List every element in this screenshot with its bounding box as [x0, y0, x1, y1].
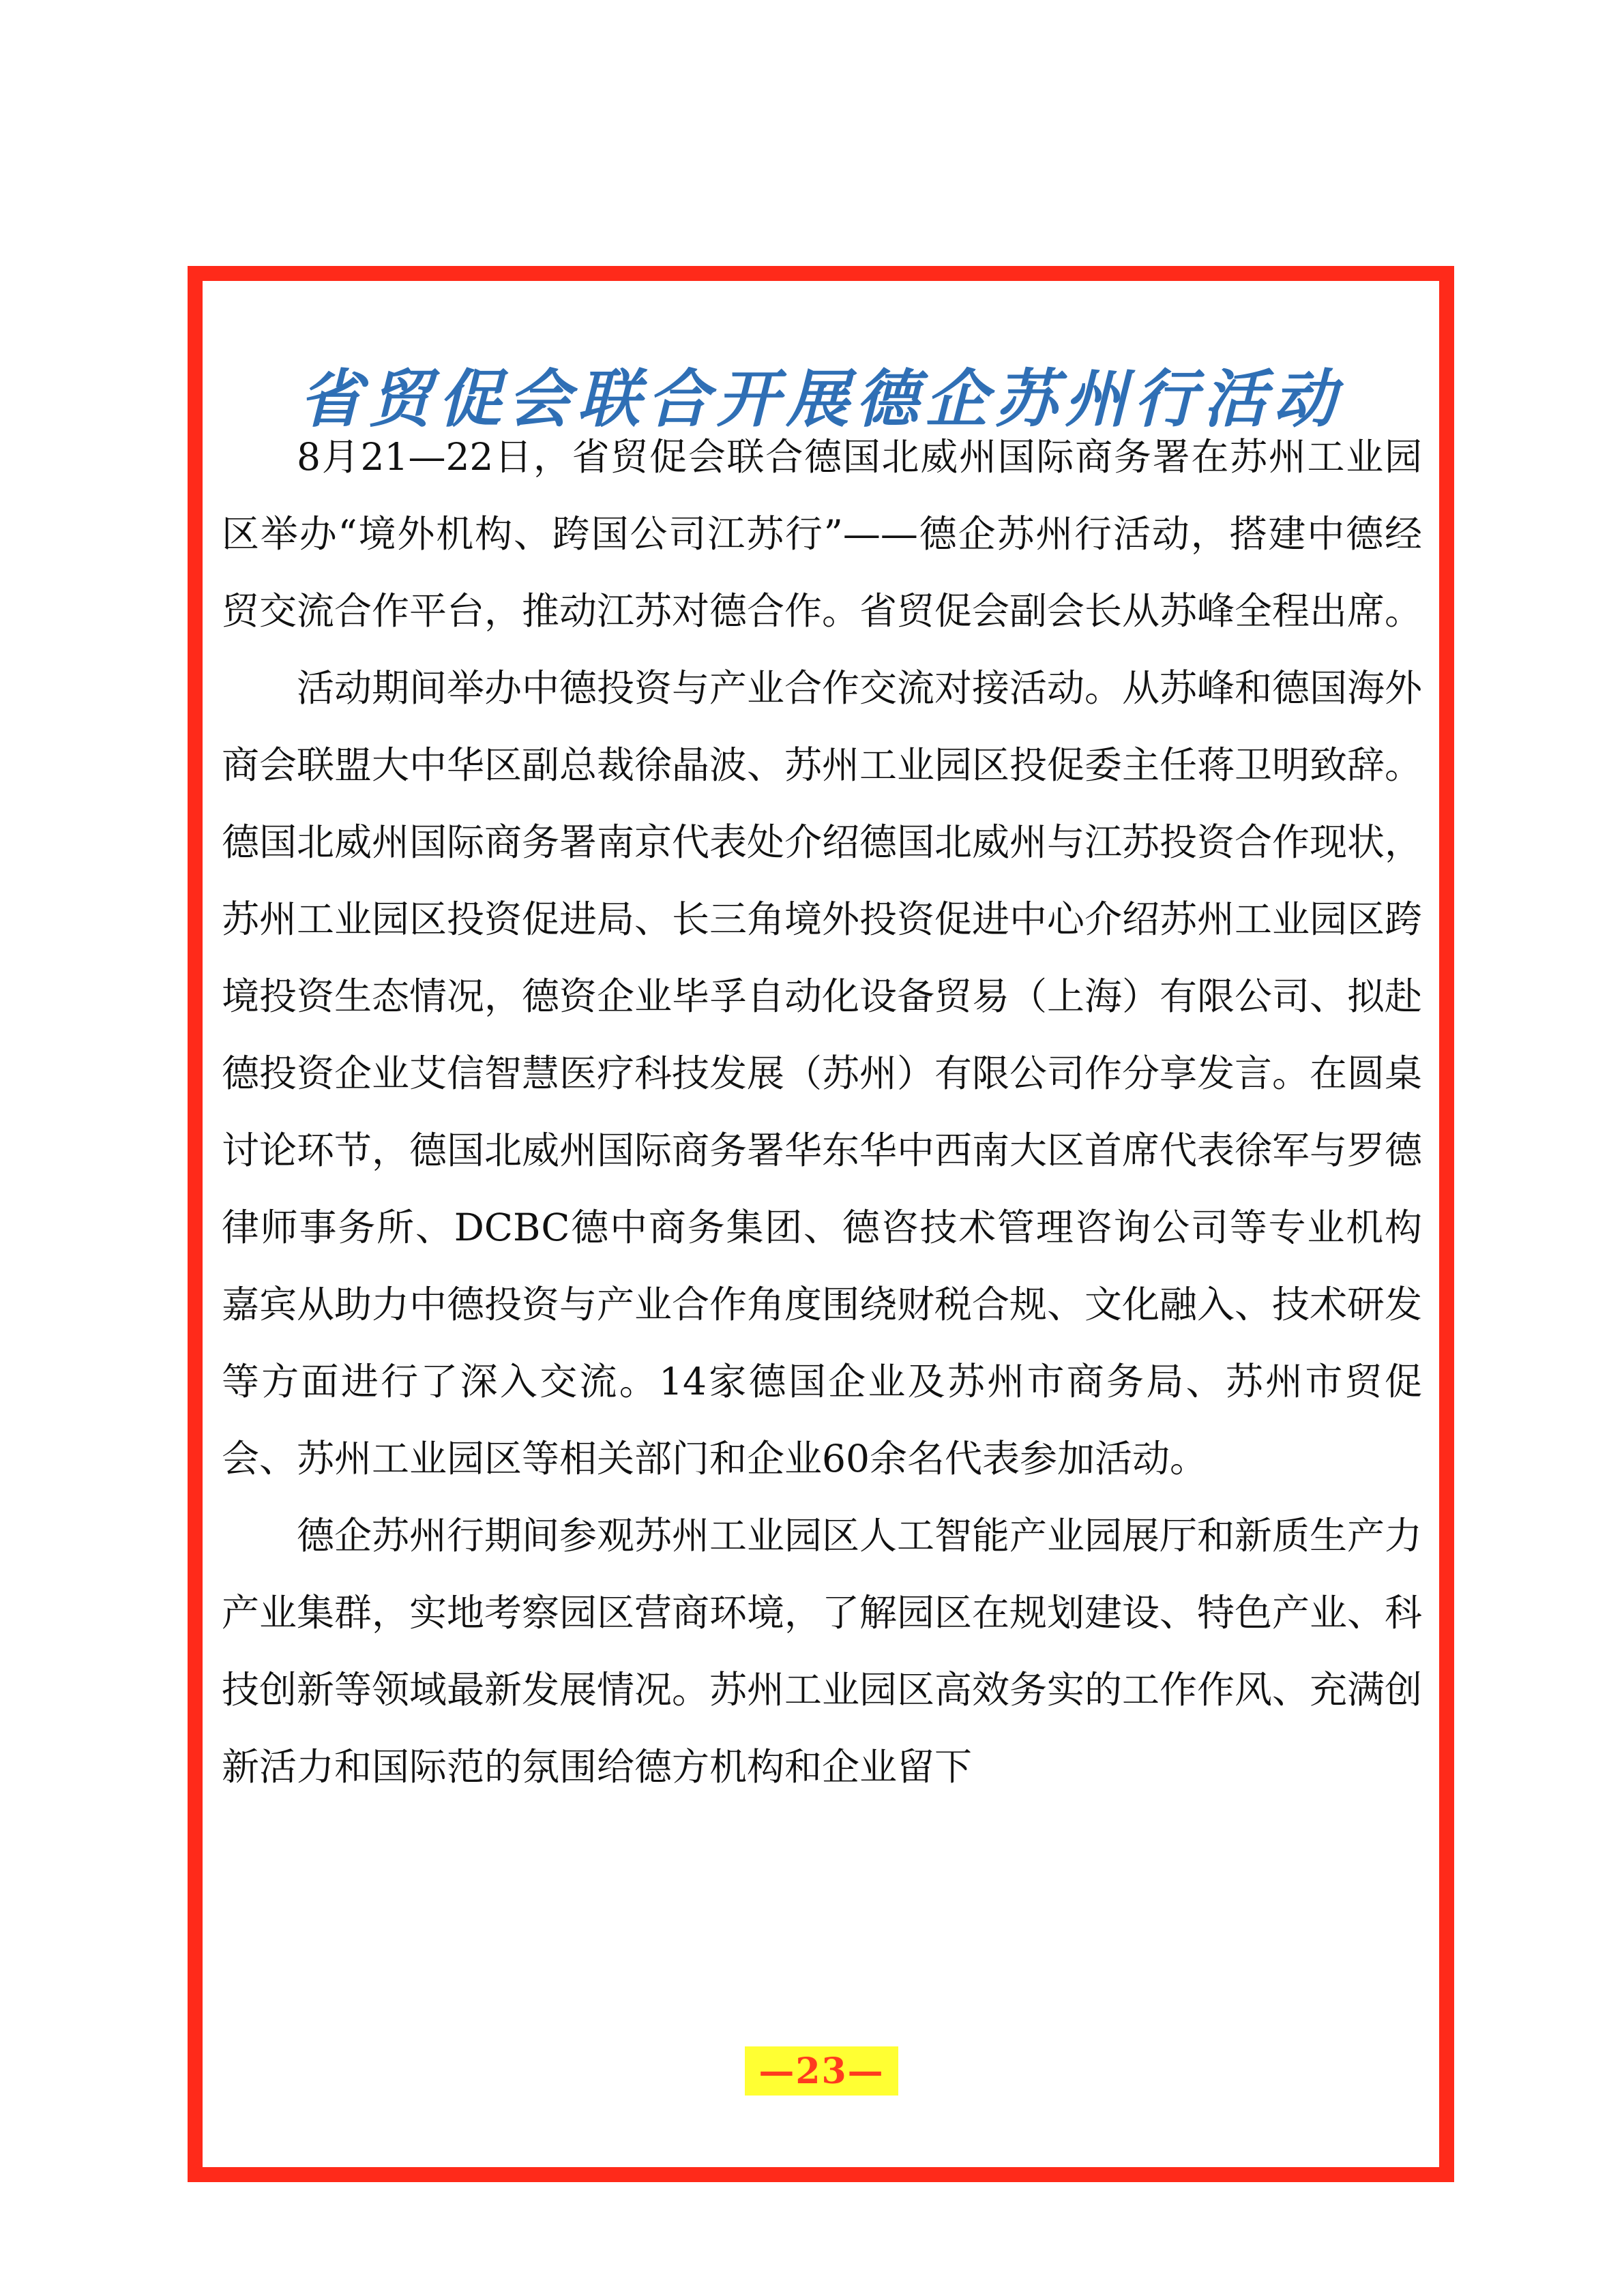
article-body [222, 419, 1422, 1806]
paragraph-2: 活动期间举办中德投资与产业合作交流对接活动。从苏峰和德国海外商会联盟大中华区副总裁徐晶波、苏州工业园区投促委主任蒋卫明致辞。德国北威州国际商务署南京代表处介绍德国北威州与江苏投资合作现状，苏州工业园区投资促进局、长三角境外投资促进中心介绍苏州工业园区跨境投资生态情况，德资企业毕孚自动化设备贸易（上海）有限公司、拟赴德投资企业艾信智慧医疗科技发展（苏州）有限公司作分享发言。在圆桌讨论环节，德国北威州国际商务署华东华中西南大区首席代表徐军与罗德律师事务所、DCBC德中商务集团、德咨技术管理咨询公司等专业机构嘉宾从助力中德投资与产业合作角度围绕财税合规、文化融入、技术研发等方面进行了深入交流。14家德国企业及苏州市商务局、苏州市贸促会、苏州工业园区等相关部门和企业60余名代表参加活动。 [222, 666, 1423, 1480]
page-frame [188, 266, 1454, 2182]
page-number: —23— [745, 2046, 898, 2096]
article-title: 省贸促会联合开展德企苏州行活动 [299, 362, 1343, 436]
paragraph-3: 德企苏州行期间参观苏州工业园区人工智能产业园展厅和新质生产力产业集群，实地考察园区营商环境，了解园区在规划建设、特色产业、科技创新等领域最新发展情况。苏州工业园区高效务实的工作作风、充满创新活力和国际范的氛围给德方机构和企业留下 [222, 1514, 1423, 1789]
paragraph-1: 8月21—22日，省贸促会联合德国北威州国际商务署在苏州工业园区举办“境外机构、跨国公司江苏行”——德企苏州行活动，搭建中德经贸交流合作平台，推动江苏对德合作。省贸促会副会长从苏峰全程出席。 [222, 435, 1423, 633]
